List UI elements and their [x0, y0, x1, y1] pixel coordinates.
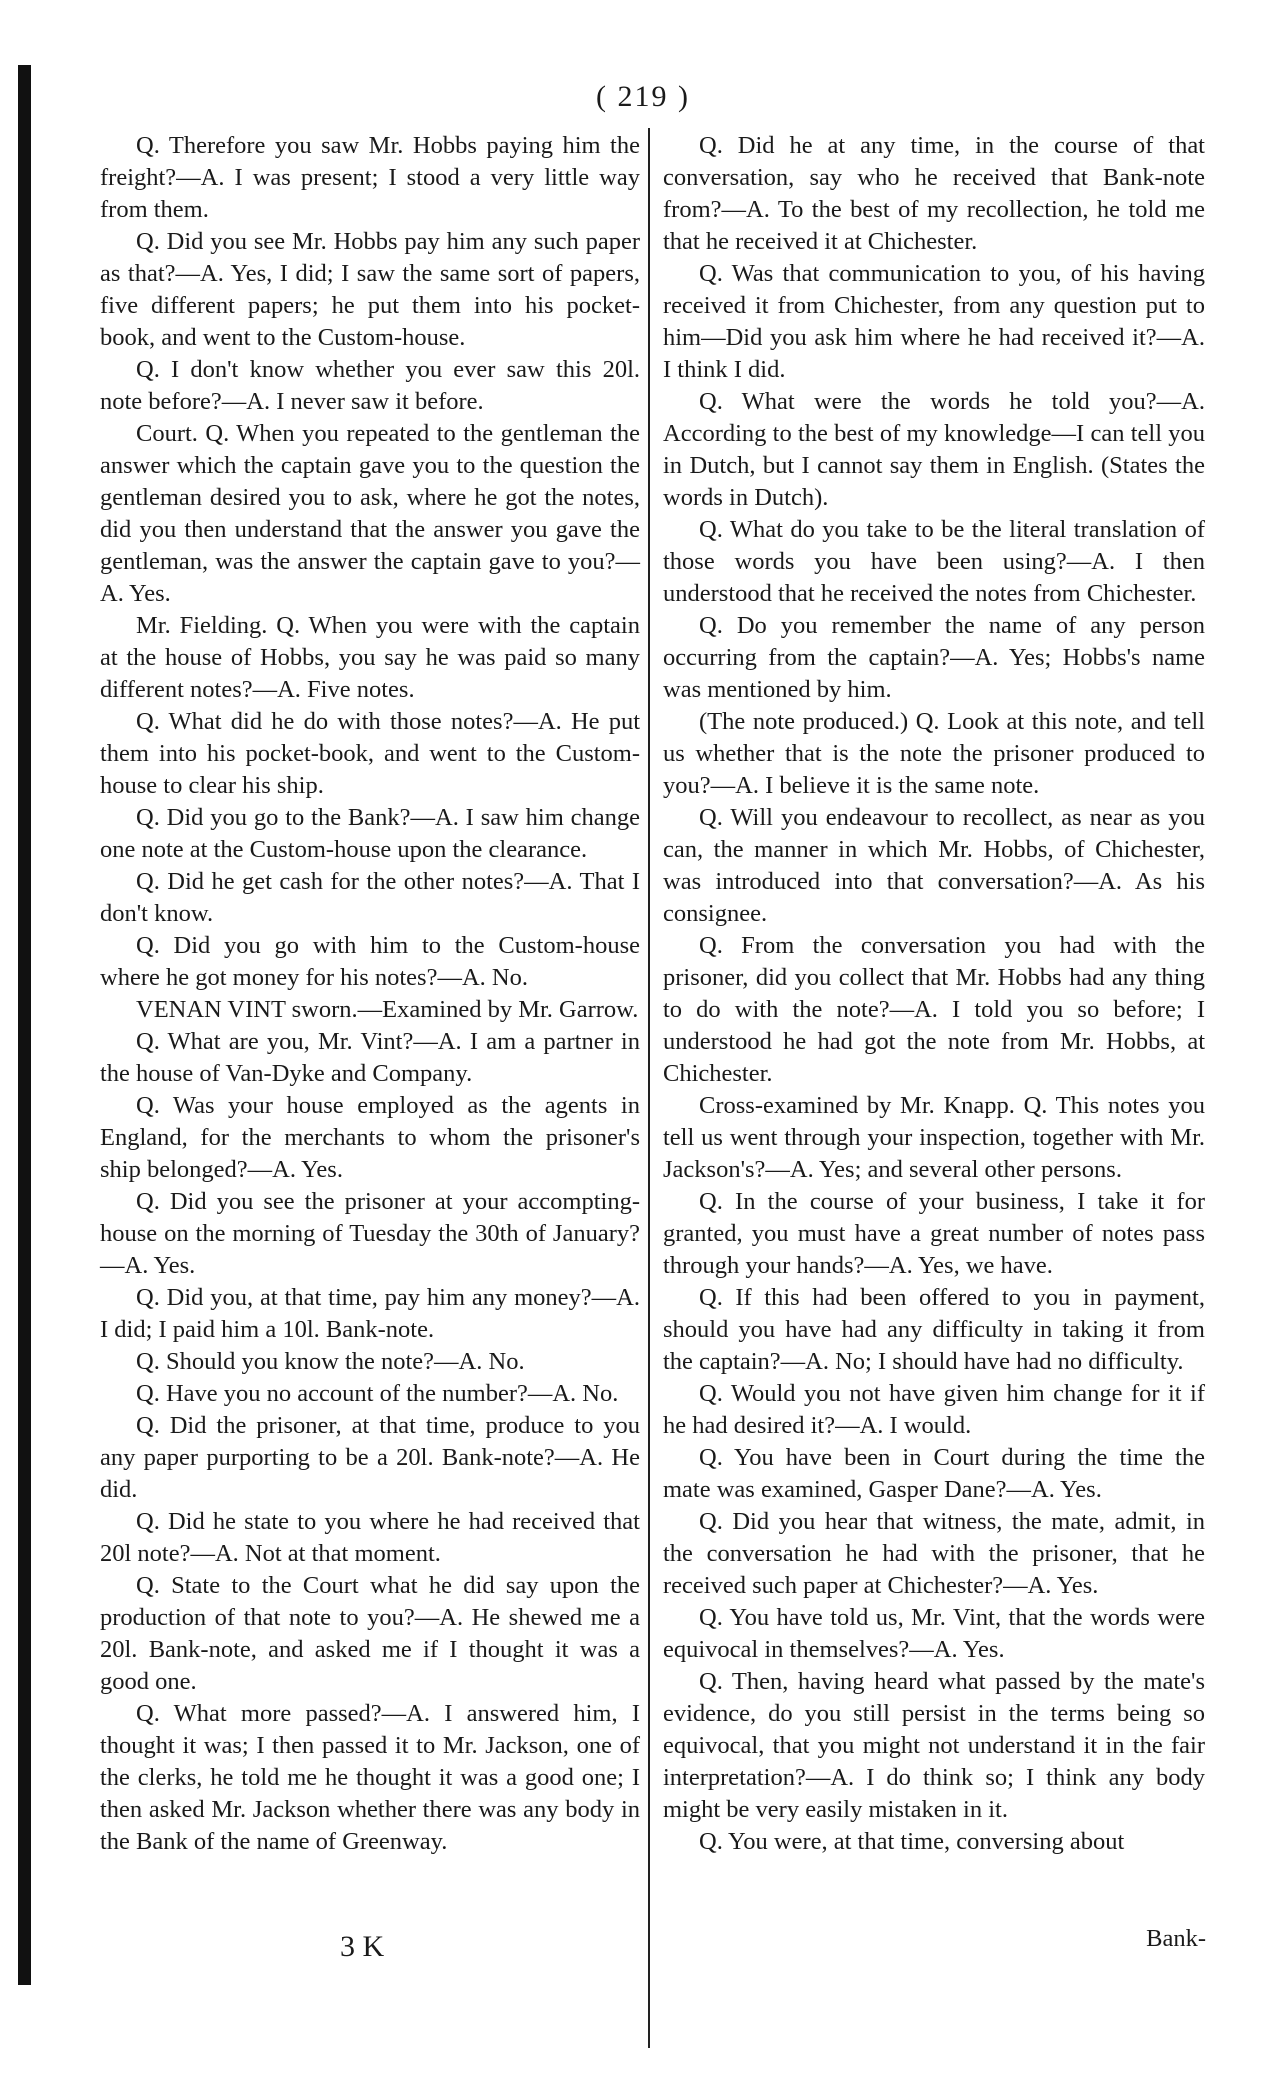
paragraph: Q. Did you go to the Bank?—A. I saw him change one note at the Custom-house upon the clearance. [100, 804, 640, 863]
paragraph: Q. What more passed?—A. I answered him, I thought it was; I then passed it to Mr. Jackson, one of the clerks, he told me he thought it was a good one; I then asked Mr. Jackson whether there was any body in the Bank of the name of Greenway. [100, 1700, 640, 1855]
paragraph: Q. What were the words he told you?—A. According to the best of my knowledge—I can tell you in Dutch, but I cannot say them in English. (States the words in Dutch). [663, 388, 1205, 511]
paragraph: Q. You have been in Court during the time the mate was examined, Gasper Dane?—A. Yes. [663, 1444, 1205, 1503]
paragraph: Q. I don't know whether you ever saw this 20l. note before?—A. I never saw it before. [100, 356, 640, 415]
paragraph: Q. What do you take to be the literal translation of those words you have been using?—A. I then understood that he received the notes from Chichester. [663, 516, 1205, 607]
catchword: Bank- [1146, 1925, 1206, 1952]
paragraph: Q. Did you see Mr. Hobbs pay him any such paper as that?—A. Yes, I did; I saw the same sort of papers, five different papers; he put them into his pocket-book, and went to the Custom-house. [100, 228, 640, 351]
paragraph: Q. Did you, at that time, pay him any money?—A. I did; I paid him a 10l. Bank-note. [100, 1284, 640, 1343]
paragraph: Q. You have told us, Mr. Vint, that the words were equivocal in themselves?—A. Yes. [663, 1604, 1205, 1663]
paragraph: Q. Have you no account of the number?—A. No. [136, 1380, 619, 1407]
paragraph: Mr. Fielding. Q. When you were with the captain at the house of Hobbs, you say he was paid so many different notes?—A. Five notes. [100, 612, 640, 703]
paragraph: Q. Should you know the note?—A. No. [136, 1348, 525, 1375]
column-divider [648, 128, 650, 2048]
paragraph: Q. What did he do with those notes?—A. He put them into his pocket-book, and went to the Custom-house to clear his ship. [100, 708, 640, 799]
witness-heading: VENAN VINT sworn.—Examined by Mr. Garrow. [136, 996, 639, 1023]
page-number-header: ( 219 ) [596, 80, 690, 113]
paragraph: Q. Then, having heard what passed by the mate's evidence, do you still persist in the terms being so equivocal, that you might not understand it in the fair interpretation?—A. I do think so; I think any body might be very easily mistaken in it. [663, 1668, 1205, 1823]
paragraph: Q. Did you hear that witness, the mate, admit, in the conversation he had with the prisoner, that he received such paper at Chichester?—A. Yes. [663, 1508, 1205, 1599]
paragraph: Q. Did the prisoner, at that time, produce to you any paper purporting to be a 20l. Bank-note?—A. He did. [100, 1412, 640, 1503]
paragraph: Q. Will you endeavour to recollect, as near as you can, the manner in which Mr. Hobbs, of Chichester, was introduced into that conversation?—A. As his consignee. [663, 804, 1205, 927]
paragraph: Q. You were, at that time, conversing about [699, 1828, 1125, 1855]
paragraph: Q. State to the Court what he did say upon the production of that note to you?—A. He shewed me a 20l. Bank-note, and asked me if I thought it was a good one. [100, 1572, 640, 1695]
paragraph: Cross-examined by Mr. Knapp. Q. This notes you tell us went through your inspection, together with Mr. Jackson's?—A. Yes; and several other persons. [663, 1092, 1205, 1183]
paragraph: Q. Was your house employed as the agents in England, for the merchants to whom the prisoner's ship belonged?—A. Yes. [100, 1092, 640, 1183]
paragraph: Q. Would you not have given him change for it if he had desired it?—A. I would. [663, 1380, 1205, 1439]
paragraph: Court. Q. When you repeated to the gentleman the answer which the captain gave you to the question the gentleman desired you to ask, where he got the notes, did you then understand that the answer you gave the gentleman, was the answer the captain gave to you?—A. Yes. [100, 420, 640, 607]
paragraph: Q. Did he get cash for the other notes?—A. That I don't know. [100, 868, 640, 927]
left-column [100, 130, 640, 1858]
right-column [663, 130, 1205, 1858]
page-edge-shadow [18, 65, 31, 1985]
paragraph: Q. Did you go with him to the Custom-house where he got money for his notes?—A. No. [100, 932, 640, 991]
paragraph: Q. Did you see the prisoner at your accompting-house on the morning of Tuesday the 30th of January?—A. Yes. [100, 1188, 640, 1279]
paragraph: Q. From the conversation you had with the prisoner, did you collect that Mr. Hobbs had any thing to do with the note?—A. I told you so before; I understood he had got the note from Mr. Hobbs, at Chichester. [663, 932, 1205, 1087]
paragraph: (The note produced.) Q. Look at this note, and tell us whether that is the note the prisoner produced to you?—A. I believe it is the same note. [663, 708, 1205, 799]
paragraph: Q. Did he state to you where he had received that 20l note?—A. Not at that moment. [100, 1508, 640, 1567]
paragraph: Q. In the course of your business, I take it for granted, you must have a great number of notes pass through your hands?—A. Yes, we have. [663, 1188, 1205, 1279]
paragraph: Q. Therefore you saw Mr. Hobbs paying him the freight?—A. I was present; I stood a very little way from them. [100, 132, 640, 223]
signature-mark: 3 K [340, 1930, 385, 1963]
paragraph: Q. Was that communication to you, of his having received it from Chichester, from any question put to him—Did you ask him where he had received it?—A. I think I did. [663, 260, 1205, 383]
paragraph: Q. Do you remember the name of any person occurring from the captain?—A. Yes; Hobbs's name was mentioned by him. [663, 612, 1205, 703]
paragraph: Q. If this had been offered to you in payment, should you have had any difficulty in taking it from the captain?—A. No; I should have had no difficulty. [663, 1284, 1205, 1375]
paragraph: Q. Did he at any time, in the course of that conversation, say who he received that Bank-note from?—A. To the best of my recollection, he told me that he received it at Chichester. [663, 132, 1205, 255]
paragraph: Q. What are you, Mr. Vint?—A. I am a partner in the house of Van-Dyke and Company. [100, 1028, 640, 1087]
